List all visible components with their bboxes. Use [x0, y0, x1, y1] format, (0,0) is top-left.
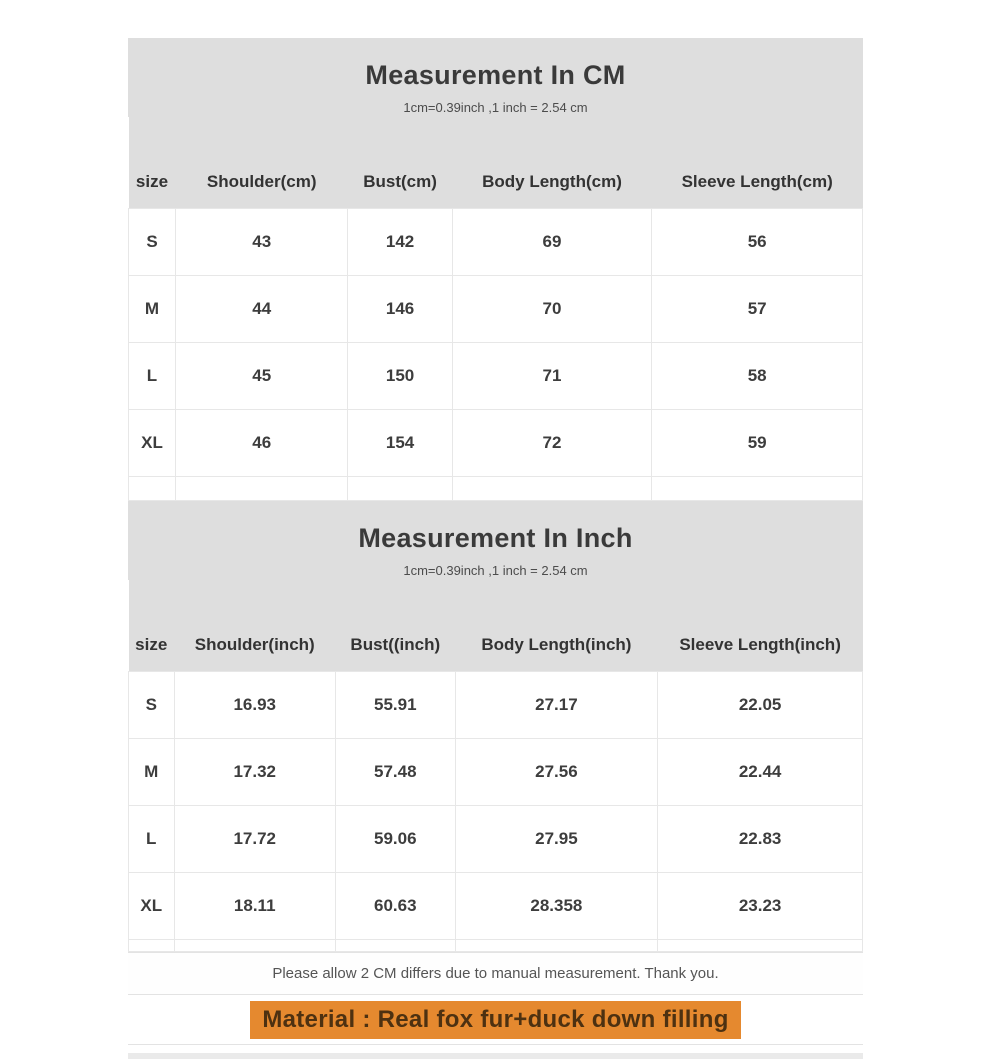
cm-table: [128, 117, 863, 501]
note-text: Please allow 2 CM differs due to manual measurement. Thank you.: [272, 965, 719, 982]
table-cell: 17.72: [174, 806, 335, 873]
table-cell: 22.05: [658, 672, 863, 739]
bottom-strip: [128, 1053, 863, 1059]
table-row: [129, 672, 863, 739]
size-cell: XL: [129, 410, 176, 477]
table-cell: 150: [348, 343, 452, 410]
cm-subtitle: 1cm=0.39inch ,1 inch = 2.54 cm: [403, 100, 588, 115]
table-cell: 43: [175, 209, 347, 276]
cm-header-shoulder: Shoulder(cm): [175, 117, 347, 209]
inch-table: [128, 580, 863, 952]
table-cell: 27.56: [455, 739, 658, 806]
table-cell: 71: [452, 343, 652, 410]
table-row: [129, 739, 863, 806]
table-cell: 59.06: [335, 806, 455, 873]
table-cell: 69: [452, 209, 652, 276]
inch-header-body-length: Body Length(inch): [455, 580, 658, 672]
table-cell: 18.11: [174, 873, 335, 940]
table-cell: 70: [452, 276, 652, 343]
table-cell: 58: [652, 343, 863, 410]
table-cell: 142: [348, 209, 452, 276]
inch-header-size: size: [129, 580, 175, 672]
material-bar: [128, 995, 863, 1045]
table-cell: 17.32: [174, 739, 335, 806]
inch-header-row: [129, 580, 863, 672]
table-cell: 57: [652, 276, 863, 343]
inch-header-bust: Bust((inch): [335, 580, 455, 672]
table-filler-row: [129, 477, 863, 501]
cm-section: [128, 38, 863, 501]
table-cell: 45: [175, 343, 347, 410]
table-cell: 22.44: [658, 739, 863, 806]
cm-header-body-length: Body Length(cm): [452, 117, 652, 209]
cm-header-sleeve-length: Sleeve Length(cm): [652, 117, 863, 209]
material-highlight: Material : Real fox fur+duck down filling: [250, 1001, 740, 1039]
table-cell: 60.63: [335, 873, 455, 940]
cm-header-bust: Bust(cm): [348, 117, 452, 209]
size-chart: [128, 38, 863, 1059]
table-cell: 46: [175, 410, 347, 477]
inch-section: [128, 501, 863, 952]
size-cell: L: [129, 343, 176, 410]
cm-title: Measurement In CM: [365, 60, 626, 90]
size-cell: XL: [129, 873, 175, 940]
inch-title: Measurement In Inch: [358, 523, 633, 553]
table-cell: 59: [652, 410, 863, 477]
table-cell: 72: [452, 410, 652, 477]
table-cell: 44: [175, 276, 347, 343]
size-cell: M: [129, 739, 175, 806]
table-cell: 28.358: [455, 873, 658, 940]
table-row: [129, 806, 863, 873]
inch-subtitle: 1cm=0.39inch ,1 inch = 2.54 cm: [403, 563, 588, 578]
cm-header-size: size: [129, 117, 176, 209]
table-cell: 55.91: [335, 672, 455, 739]
table-cell: 16.93: [174, 672, 335, 739]
inch-header-shoulder: Shoulder(inch): [174, 580, 335, 672]
table-cell: 154: [348, 410, 452, 477]
table-cell: 27.95: [455, 806, 658, 873]
table-cell: 22.83: [658, 806, 863, 873]
cm-section-header: [128, 38, 863, 117]
table-cell: 57.48: [335, 739, 455, 806]
cm-header-row: [129, 117, 863, 209]
size-cell: M: [129, 276, 176, 343]
table-filler-row: [129, 940, 863, 952]
size-cell: L: [129, 806, 175, 873]
table-row: [129, 343, 863, 410]
table-cell: 23.23: [658, 873, 863, 940]
size-cell: S: [129, 672, 175, 739]
table-row: [129, 873, 863, 940]
table-row: [129, 410, 863, 477]
table-row: [129, 276, 863, 343]
inch-section-header: [128, 501, 863, 580]
inch-header-sleeve-length: Sleeve Length(inch): [658, 580, 863, 672]
table-cell: 56: [652, 209, 863, 276]
size-cell: S: [129, 209, 176, 276]
table-cell: 146: [348, 276, 452, 343]
table-cell: 27.17: [455, 672, 658, 739]
table-row: [129, 209, 863, 276]
note-bar: [128, 952, 863, 995]
